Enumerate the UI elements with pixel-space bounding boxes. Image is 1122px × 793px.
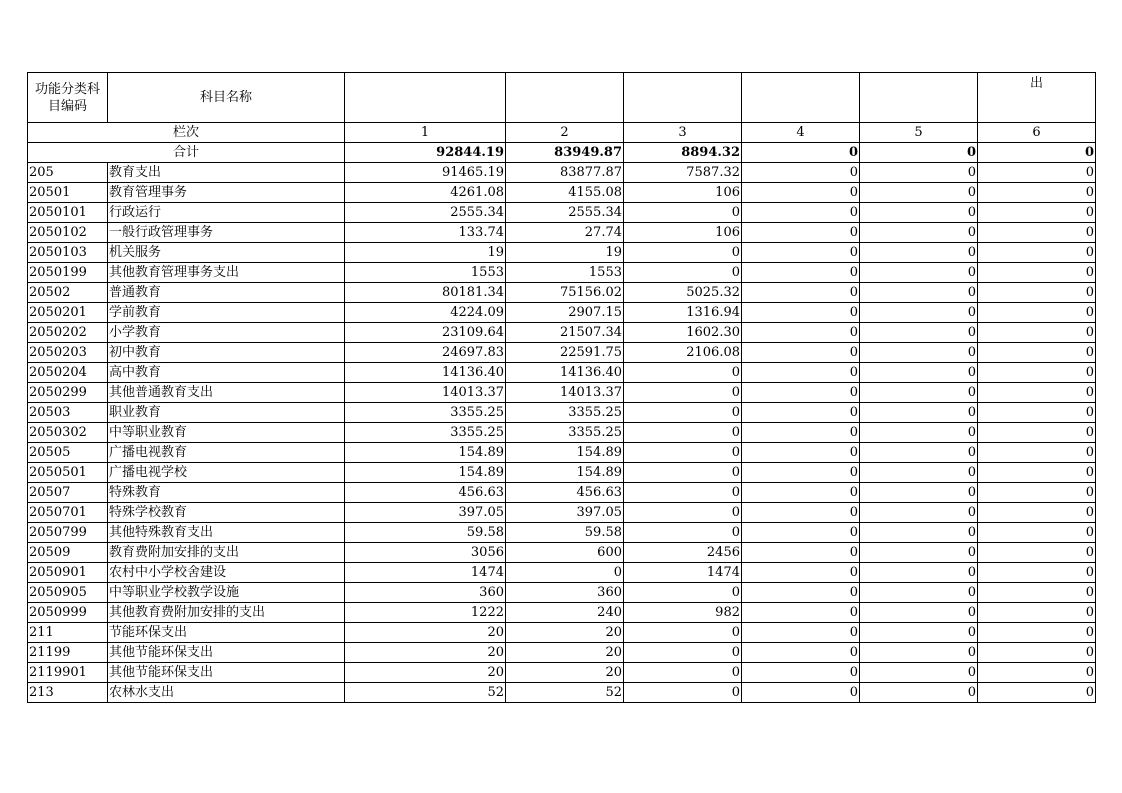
amount-cell: 0 — [978, 523, 1096, 543]
subject-name: 一般行政管理事务 — [108, 223, 345, 243]
subject-code: 20503 — [28, 403, 108, 423]
subject-code: 2050202 — [28, 323, 108, 343]
column-header-2 — [506, 73, 624, 123]
subject-name: 其他特殊教育支出 — [108, 523, 345, 543]
subject-code: 213 — [28, 683, 108, 703]
amount-cell: 0 — [860, 183, 978, 203]
amount-cell: 0 — [860, 643, 978, 663]
subject-name: 其他节能环保支出 — [108, 663, 345, 683]
amount-cell: 0 — [742, 203, 860, 223]
amount-cell: 0 — [624, 423, 742, 443]
subject-name: 中等职业学校教学设施 — [108, 583, 345, 603]
amount-cell: 0 — [860, 423, 978, 443]
amount-cell: 0 — [742, 323, 860, 343]
amount-cell: 0 — [624, 383, 742, 403]
amount-cell: 0 — [624, 363, 742, 383]
subject-name: 特殊学校教育 — [108, 503, 345, 523]
amount-cell: 0 — [978, 643, 1096, 663]
amount-cell: 0 — [978, 583, 1096, 603]
subject-code: 2050199 — [28, 263, 108, 283]
subject-code: 20509 — [28, 543, 108, 563]
subject-name: 学前教育 — [108, 303, 345, 323]
subject-name: 教育费附加安排的支出 — [108, 543, 345, 563]
table-row — [28, 643, 1096, 663]
amount-cell: 75156.02 — [506, 283, 624, 303]
amount-cell: 0 — [978, 403, 1096, 423]
amount-cell: 0 — [978, 243, 1096, 263]
table-row — [28, 283, 1096, 303]
amount-cell: 154.89 — [345, 443, 506, 463]
amount-cell: 0 — [742, 403, 860, 423]
table-row — [28, 443, 1096, 463]
amount-cell: 0 — [978, 503, 1096, 523]
table-row — [28, 383, 1096, 403]
amount-cell: 2555.34 — [506, 203, 624, 223]
table-row — [28, 463, 1096, 483]
amount-cell: 0 — [860, 263, 978, 283]
amount-cell: 0 — [624, 443, 742, 463]
amount-cell: 982 — [624, 603, 742, 623]
table-row — [28, 663, 1096, 683]
amount-cell: 0 — [742, 263, 860, 283]
amount-cell: 14013.37 — [345, 383, 506, 403]
amount-cell: 0 — [860, 463, 978, 483]
amount-cell: 154.89 — [345, 463, 506, 483]
column-number: 6 — [978, 123, 1096, 143]
amount-cell: 0 — [624, 583, 742, 603]
table-row — [28, 223, 1096, 243]
column-header-1 — [345, 73, 506, 123]
amount-cell: 0 — [624, 643, 742, 663]
subject-name: 其他教育管理事务支出 — [108, 263, 345, 283]
amount-cell: 0 — [978, 543, 1096, 563]
amount-cell: 83877.87 — [506, 163, 624, 183]
table-row — [28, 403, 1096, 423]
amount-cell: 0 — [742, 163, 860, 183]
amount-cell: 0 — [860, 323, 978, 343]
amount-cell: 0 — [978, 343, 1096, 363]
amount-cell: 3355.25 — [345, 423, 506, 443]
subject-name: 其他节能环保支出 — [108, 643, 345, 663]
amount-cell: 106 — [624, 223, 742, 243]
subject-name: 高中教育 — [108, 363, 345, 383]
amount-cell: 1316.94 — [624, 303, 742, 323]
amount-cell: 0 — [742, 483, 860, 503]
amount-cell: 20 — [506, 663, 624, 683]
header-row — [28, 73, 1096, 123]
subject-code: 2050999 — [28, 603, 108, 623]
amount-cell: 0 — [624, 683, 742, 703]
amount-cell: 52 — [506, 683, 624, 703]
name-column-header: 科目名称 — [108, 73, 345, 123]
total-value: 92844.19 — [345, 143, 506, 163]
subject-code: 20501 — [28, 183, 108, 203]
amount-cell: 3056 — [345, 543, 506, 563]
subject-name: 节能环保支出 — [108, 623, 345, 643]
amount-cell: 133.74 — [345, 223, 506, 243]
amount-cell: 154.89 — [506, 463, 624, 483]
amount-cell: 600 — [506, 543, 624, 563]
amount-cell: 0 — [742, 603, 860, 623]
amount-cell: 0 — [742, 583, 860, 603]
table-row — [28, 543, 1096, 563]
amount-cell: 0 — [742, 223, 860, 243]
amount-cell: 0 — [624, 403, 742, 423]
amount-cell: 0 — [624, 503, 742, 523]
amount-cell: 0 — [860, 663, 978, 683]
amount-cell: 0 — [742, 283, 860, 303]
amount-cell: 0 — [978, 383, 1096, 403]
subject-code: 20502 — [28, 283, 108, 303]
amount-cell: 0 — [978, 283, 1096, 303]
subject-name: 初中教育 — [108, 343, 345, 363]
subject-code: 2119901 — [28, 663, 108, 683]
subject-name: 农林水支出 — [108, 683, 345, 703]
amount-cell: 0 — [978, 363, 1096, 383]
column-number: 1 — [345, 123, 506, 143]
amount-cell: 0 — [978, 323, 1096, 343]
table-row — [28, 623, 1096, 643]
amount-cell: 4224.09 — [345, 303, 506, 323]
amount-cell: 0 — [742, 543, 860, 563]
amount-cell: 0 — [742, 383, 860, 403]
amount-cell: 0 — [624, 623, 742, 643]
column-number-row — [28, 123, 1096, 143]
amount-cell: 2907.15 — [506, 303, 624, 323]
amount-cell: 0 — [978, 663, 1096, 683]
subject-name: 广播电视学校 — [108, 463, 345, 483]
table-row — [28, 683, 1096, 703]
subject-name: 其他普通教育支出 — [108, 383, 345, 403]
column-number: 4 — [742, 123, 860, 143]
subject-name: 农村中小学校舍建设 — [108, 563, 345, 583]
amount-cell: 0 — [742, 663, 860, 683]
subject-code: 2050102 — [28, 223, 108, 243]
amount-cell: 22591.75 — [506, 343, 624, 363]
amount-cell: 4261.08 — [345, 183, 506, 203]
subject-name: 职业教育 — [108, 403, 345, 423]
amount-cell: 23109.64 — [345, 323, 506, 343]
table-row — [28, 323, 1096, 343]
total-label: 合计 — [28, 143, 345, 163]
amount-cell: 59.58 — [506, 523, 624, 543]
amount-cell: 0 — [978, 303, 1096, 323]
subject-code: 211 — [28, 623, 108, 643]
subject-name: 小学教育 — [108, 323, 345, 343]
amount-cell: 106 — [624, 183, 742, 203]
amount-cell: 0 — [860, 403, 978, 423]
amount-cell: 0 — [742, 503, 860, 523]
column-number: 5 — [860, 123, 978, 143]
amount-cell: 0 — [860, 163, 978, 183]
amount-cell: 0 — [860, 383, 978, 403]
column-header-5 — [860, 73, 978, 123]
total-row — [28, 143, 1096, 163]
table-row — [28, 363, 1096, 383]
subject-code: 2050501 — [28, 463, 108, 483]
amount-cell: 1553 — [506, 263, 624, 283]
amount-cell: 0 — [624, 243, 742, 263]
amount-cell: 0 — [624, 523, 742, 543]
subject-code: 2050201 — [28, 303, 108, 323]
total-value: 0 — [860, 143, 978, 163]
table-row — [28, 303, 1096, 323]
amount-cell: 240 — [506, 603, 624, 623]
amount-cell: 0 — [742, 443, 860, 463]
amount-cell: 0 — [860, 303, 978, 323]
subject-name: 机关服务 — [108, 243, 345, 263]
amount-cell: 0 — [978, 263, 1096, 283]
table-row — [28, 203, 1096, 223]
amount-cell: 0 — [742, 363, 860, 383]
amount-cell: 0 — [860, 223, 978, 243]
amount-cell: 0 — [978, 483, 1096, 503]
table-row — [28, 563, 1096, 583]
table-row — [28, 183, 1096, 203]
table-row — [28, 483, 1096, 503]
subject-code: 2050799 — [28, 523, 108, 543]
amount-cell: 0 — [860, 503, 978, 523]
amount-cell: 0 — [624, 463, 742, 483]
subject-code: 21199 — [28, 643, 108, 663]
amount-cell: 0 — [978, 203, 1096, 223]
subject-name: 教育支出 — [108, 163, 345, 183]
amount-cell: 456.63 — [345, 483, 506, 503]
amount-cell: 1602.30 — [624, 323, 742, 343]
column-number: 3 — [624, 123, 742, 143]
amount-cell: 0 — [506, 563, 624, 583]
table-row — [28, 583, 1096, 603]
table-row — [28, 523, 1096, 543]
amount-cell: 59.58 — [345, 523, 506, 543]
amount-cell: 5025.32 — [624, 283, 742, 303]
table-row — [28, 503, 1096, 523]
amount-cell: 0 — [978, 223, 1096, 243]
amount-cell: 0 — [860, 283, 978, 303]
amount-cell: 20 — [345, 623, 506, 643]
subject-name: 特殊教育 — [108, 483, 345, 503]
amount-cell: 0 — [860, 563, 978, 583]
table-row — [28, 603, 1096, 623]
amount-cell: 52 — [345, 683, 506, 703]
amount-cell: 0 — [624, 483, 742, 503]
amount-cell: 1222 — [345, 603, 506, 623]
subject-code: 2050204 — [28, 363, 108, 383]
amount-cell: 0 — [860, 483, 978, 503]
amount-cell: 0 — [860, 203, 978, 223]
subject-code: 205 — [28, 163, 108, 183]
table-row — [28, 343, 1096, 363]
amount-cell: 19 — [345, 243, 506, 263]
amount-cell: 7587.32 — [624, 163, 742, 183]
subject-name: 行政运行 — [108, 203, 345, 223]
amount-cell: 0 — [742, 343, 860, 363]
amount-cell: 0 — [978, 183, 1096, 203]
table-row — [28, 423, 1096, 443]
column-header-4 — [742, 73, 860, 123]
total-value: 0 — [742, 143, 860, 163]
amount-cell: 20 — [506, 643, 624, 663]
subject-name: 广播电视教育 — [108, 443, 345, 463]
amount-cell: 3355.25 — [506, 423, 624, 443]
amount-cell: 0 — [742, 643, 860, 663]
subject-name: 其他教育费附加安排的支出 — [108, 603, 345, 623]
amount-cell: 3355.25 — [345, 403, 506, 423]
amount-cell: 0 — [860, 363, 978, 383]
amount-cell: 3355.25 — [506, 403, 624, 423]
amount-cell: 0 — [624, 203, 742, 223]
amount-cell: 0 — [742, 683, 860, 703]
amount-cell: 0 — [860, 623, 978, 643]
column-number: 2 — [506, 123, 624, 143]
amount-cell: 397.05 — [506, 503, 624, 523]
amount-cell: 14136.40 — [506, 363, 624, 383]
amount-cell: 0 — [624, 663, 742, 683]
amount-cell: 0 — [742, 303, 860, 323]
subject-code: 2050905 — [28, 583, 108, 603]
amount-cell: 4155.08 — [506, 183, 624, 203]
amount-cell: 80181.34 — [345, 283, 506, 303]
amount-cell: 0 — [860, 523, 978, 543]
amount-cell: 1474 — [624, 563, 742, 583]
total-value: 83949.87 — [506, 143, 624, 163]
amount-cell: 0 — [624, 263, 742, 283]
amount-cell: 0 — [860, 603, 978, 623]
subject-code: 2050299 — [28, 383, 108, 403]
amount-cell: 21507.34 — [506, 323, 624, 343]
amount-cell: 0 — [978, 683, 1096, 703]
amount-cell: 0 — [860, 443, 978, 463]
subject-code: 20507 — [28, 483, 108, 503]
subject-code: 2050701 — [28, 503, 108, 523]
budget-table — [27, 72, 1096, 703]
amount-cell: 14013.37 — [506, 383, 624, 403]
subject-code: 2050901 — [28, 563, 108, 583]
amount-cell: 20 — [345, 643, 506, 663]
amount-cell: 360 — [345, 583, 506, 603]
amount-cell: 2106.08 — [624, 343, 742, 363]
amount-cell: 0 — [742, 183, 860, 203]
amount-cell: 1474 — [345, 563, 506, 583]
subject-code: 2050103 — [28, 243, 108, 263]
total-value: 8894.32 — [624, 143, 742, 163]
column-number-label: 栏次 — [28, 123, 345, 143]
amount-cell: 0 — [978, 623, 1096, 643]
amount-cell: 14136.40 — [345, 363, 506, 383]
amount-cell: 0 — [978, 423, 1096, 443]
amount-cell: 0 — [742, 243, 860, 263]
subject-code: 20505 — [28, 443, 108, 463]
amount-cell: 0 — [742, 623, 860, 643]
amount-cell: 20 — [506, 623, 624, 643]
subject-name: 中等职业教育 — [108, 423, 345, 443]
amount-cell: 0 — [860, 683, 978, 703]
table-row — [28, 163, 1096, 183]
amount-cell: 91465.19 — [345, 163, 506, 183]
amount-cell: 360 — [506, 583, 624, 603]
amount-cell: 0 — [860, 243, 978, 263]
amount-cell: 1553 — [345, 263, 506, 283]
amount-cell: 0 — [742, 523, 860, 543]
subject-name: 普通教育 — [108, 283, 345, 303]
amount-cell: 0 — [742, 563, 860, 583]
column-header-6: 出 — [978, 73, 1096, 123]
amount-cell: 0 — [742, 423, 860, 443]
amount-cell: 0 — [978, 603, 1096, 623]
subject-code: 2050101 — [28, 203, 108, 223]
column-header-3 — [624, 73, 742, 123]
subject-code: 2050302 — [28, 423, 108, 443]
amount-cell: 0 — [978, 163, 1096, 183]
subject-name: 教育管理事务 — [108, 183, 345, 203]
table-row — [28, 263, 1096, 283]
amount-cell: 154.89 — [506, 443, 624, 463]
amount-cell: 0 — [860, 583, 978, 603]
amount-cell: 27.74 — [506, 223, 624, 243]
amount-cell: 0 — [978, 563, 1096, 583]
amount-cell: 0 — [742, 463, 860, 483]
amount-cell: 20 — [345, 663, 506, 683]
amount-cell: 0 — [978, 443, 1096, 463]
amount-cell: 2555.34 — [345, 203, 506, 223]
amount-cell: 456.63 — [506, 483, 624, 503]
amount-cell: 397.05 — [345, 503, 506, 523]
amount-cell: 2456 — [624, 543, 742, 563]
amount-cell: 24697.83 — [345, 343, 506, 363]
amount-cell: 0 — [860, 543, 978, 563]
table-row — [28, 243, 1096, 263]
amount-cell: 19 — [506, 243, 624, 263]
amount-cell: 0 — [860, 343, 978, 363]
code-column-header: 功能分类科目编码 — [28, 73, 108, 123]
subject-code: 2050203 — [28, 343, 108, 363]
total-value: 0 — [978, 143, 1096, 163]
amount-cell: 0 — [978, 463, 1096, 483]
